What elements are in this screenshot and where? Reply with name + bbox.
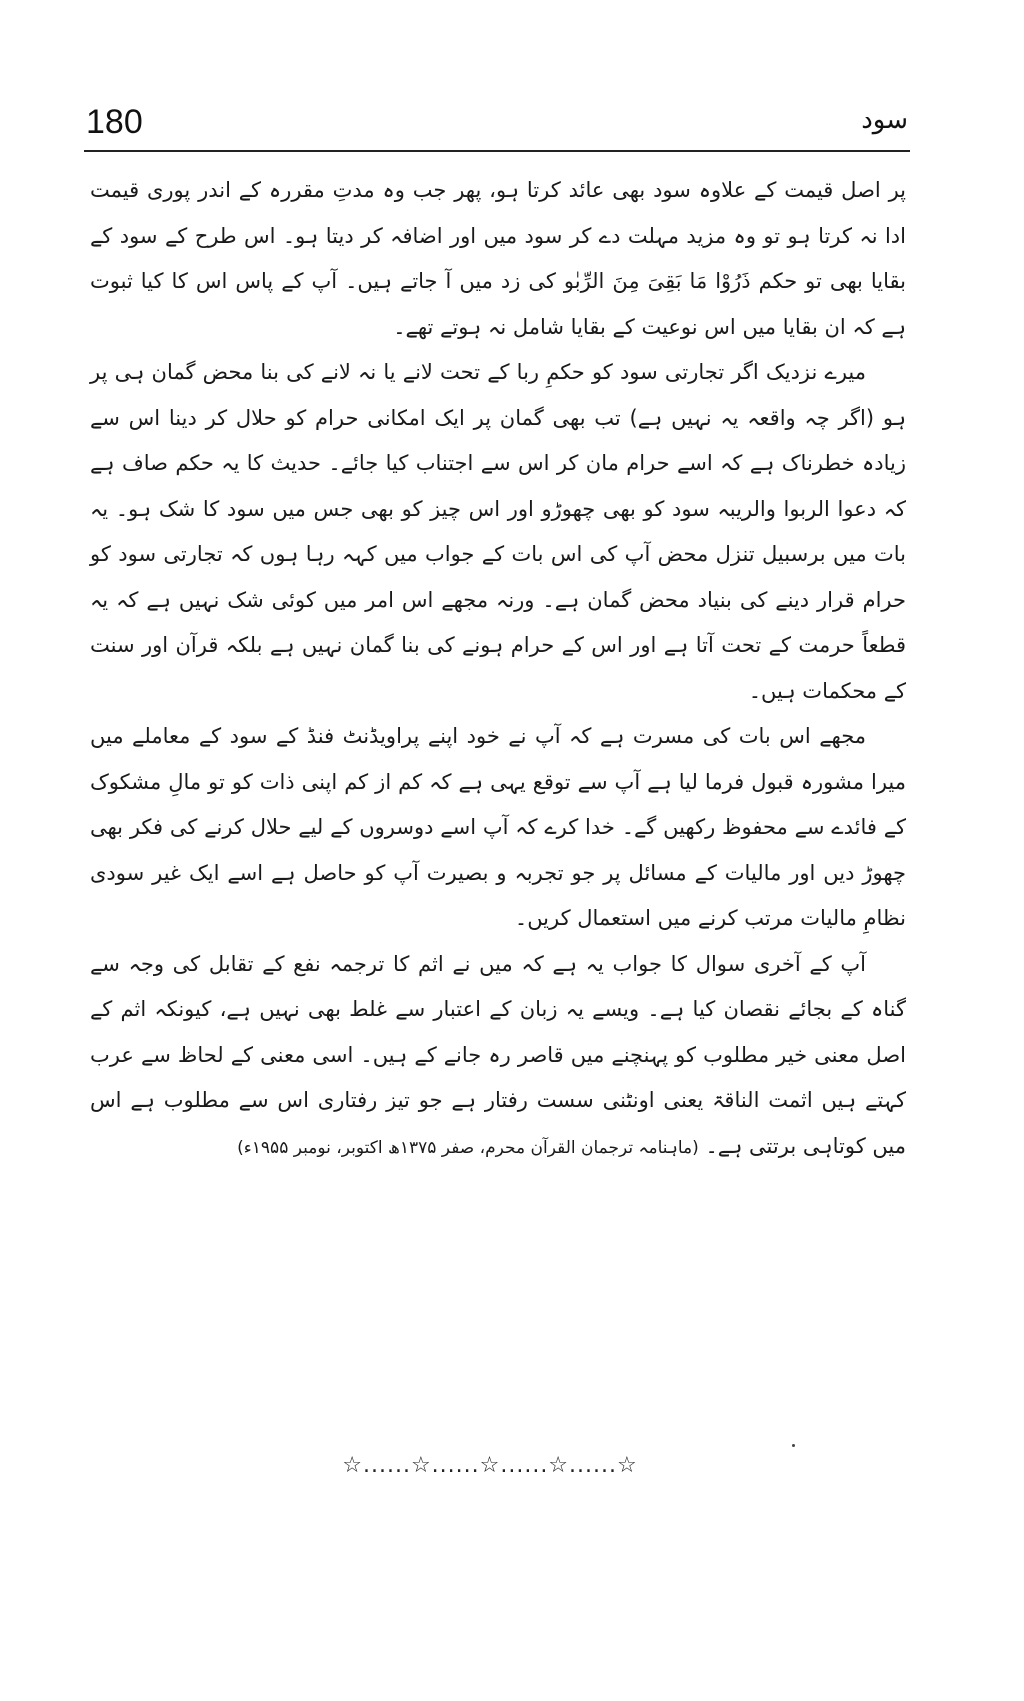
paragraph-4 <box>90 942 906 1172</box>
paragraph-1 <box>90 168 906 350</box>
page-header <box>86 96 908 152</box>
header-divider <box>84 150 910 152</box>
ink-dot <box>792 1444 795 1447</box>
paragraph-text: مجھے اس بات کی مسرت ہے کہ آپ نے خود اپنے پراویڈنٹ فنڈ کے سود کے معاملے میں میرا مشورہ قبول فرما لیا ہے آپ سے توقع یہی ہے کہ کم از کم اپنی ذات کو تو مالِ مشکوک کے فائدے سے محفوظ رکھیں گے۔ خدا کرے کہ آپ اسے دوسروں کے لیے حلال کرنے کی فکر بھی چھوڑ دیں اور مالیات کے مسائل پر جو تجربہ و بصیرت آپ کو حاصل ہے اسے ایک غیر سودی نظامِ مالیات مرتب کرنے میں استعمال کریں۔ <box>90 724 906 930</box>
paragraph-3 <box>90 714 906 942</box>
body-text <box>90 168 906 1171</box>
paragraph-text: آپ کے آخری سوال کا جواب یہ ہے کہ میں نے اثم کا ترجمہ نفع کے تقابل کی وجہ سے گناہ کے بجائے نقصان کیا ہے۔ ویسے یہ زبان کے اعتبار سے غلط بھی نہیں ہے، کیونکہ اثم کے اصل معنی خیر مطلوب کو پہنچنے میں قاصر رہ جانے کے ہیں۔ اسی معنی کے لحاظ سے عرب کہتے ہیں اثمت الناقۃ یعنی اونٹنی سست رفتار ہے جو تیز رفتاری اس سے مطلوب ہے اس میں کوتاہی برتتی ہے۔ <box>90 951 906 1158</box>
section-separator: ☆......☆......☆......☆......☆ <box>342 1452 638 1478</box>
paragraph-2 <box>90 350 906 714</box>
paragraph-text: میرے نزدیک اگر تجارتی سود کو حکمِ ربا کے تحت لانے یا نہ لانے کی بنا محض گمان ہی پر ہو (اگر چہ واقعہ یہ نہیں ہے) تب بھی گمان پر ایک امکانی حرام کو حلال کر دینا اس سے زیادہ خطرناک ہے کہ اسے حرام مان کر اس سے اجتناب کیا جائے۔ حدیث کا یہ حکم صاف ہے کہ دعوا الربوا والریبہ سود کو بھی چھوڑو اور اس چیز کو بھی جس میں سود کا شک ہو۔ یہ بات میں برسبیل تنزل محض آپ کی اس بات کے جواب میں کہہ رہا ہوں کہ تجارتی سود کو حرام قرار دینے کی بنیاد محض گمان ہے۔ ورنہ مجھے اس امر میں کوئی شک نہیں ہے کہ یہ قطعاً حرمت کے تحت آتا ہے اور اس کے حرام ہونے کی بنا گمان نہیں ہے بلکہ قرآن اور سنت کے محکمات ہیں۔ <box>90 360 906 703</box>
page-number: 180 <box>86 103 143 141</box>
paragraph-text: پر اصل قیمت کے علاوہ سود بھی عائد کرتا ہو، پھر جب وہ مدتِ مقررہ کے اندر پوری قیمت ادا نہ کرتا ہو تو وہ مزید مہلت دے کر سود میں اور اضافہ کر دیتا ہو۔ اس طرح کے سود کے بقایا بھی تو حکم ذَرُوْا مَا بَقِیَ مِنَ الرِّبٰو کی زد میں آ جاتے ہیں۔ آپ کے پاس اس کا کیا ثبوت ہے کہ ان بقایا میں اس نوعیت کے بقایا شامل نہ ہوتے تھے۔ <box>90 178 906 339</box>
source-citation: (ماہنامہ ترجمان القرآن محرم، صفر ۱۳۷۵ھ اکتوبر، نومبر ۱۹۵۵ء) <box>237 1137 699 1158</box>
running-title: سود <box>861 105 908 135</box>
